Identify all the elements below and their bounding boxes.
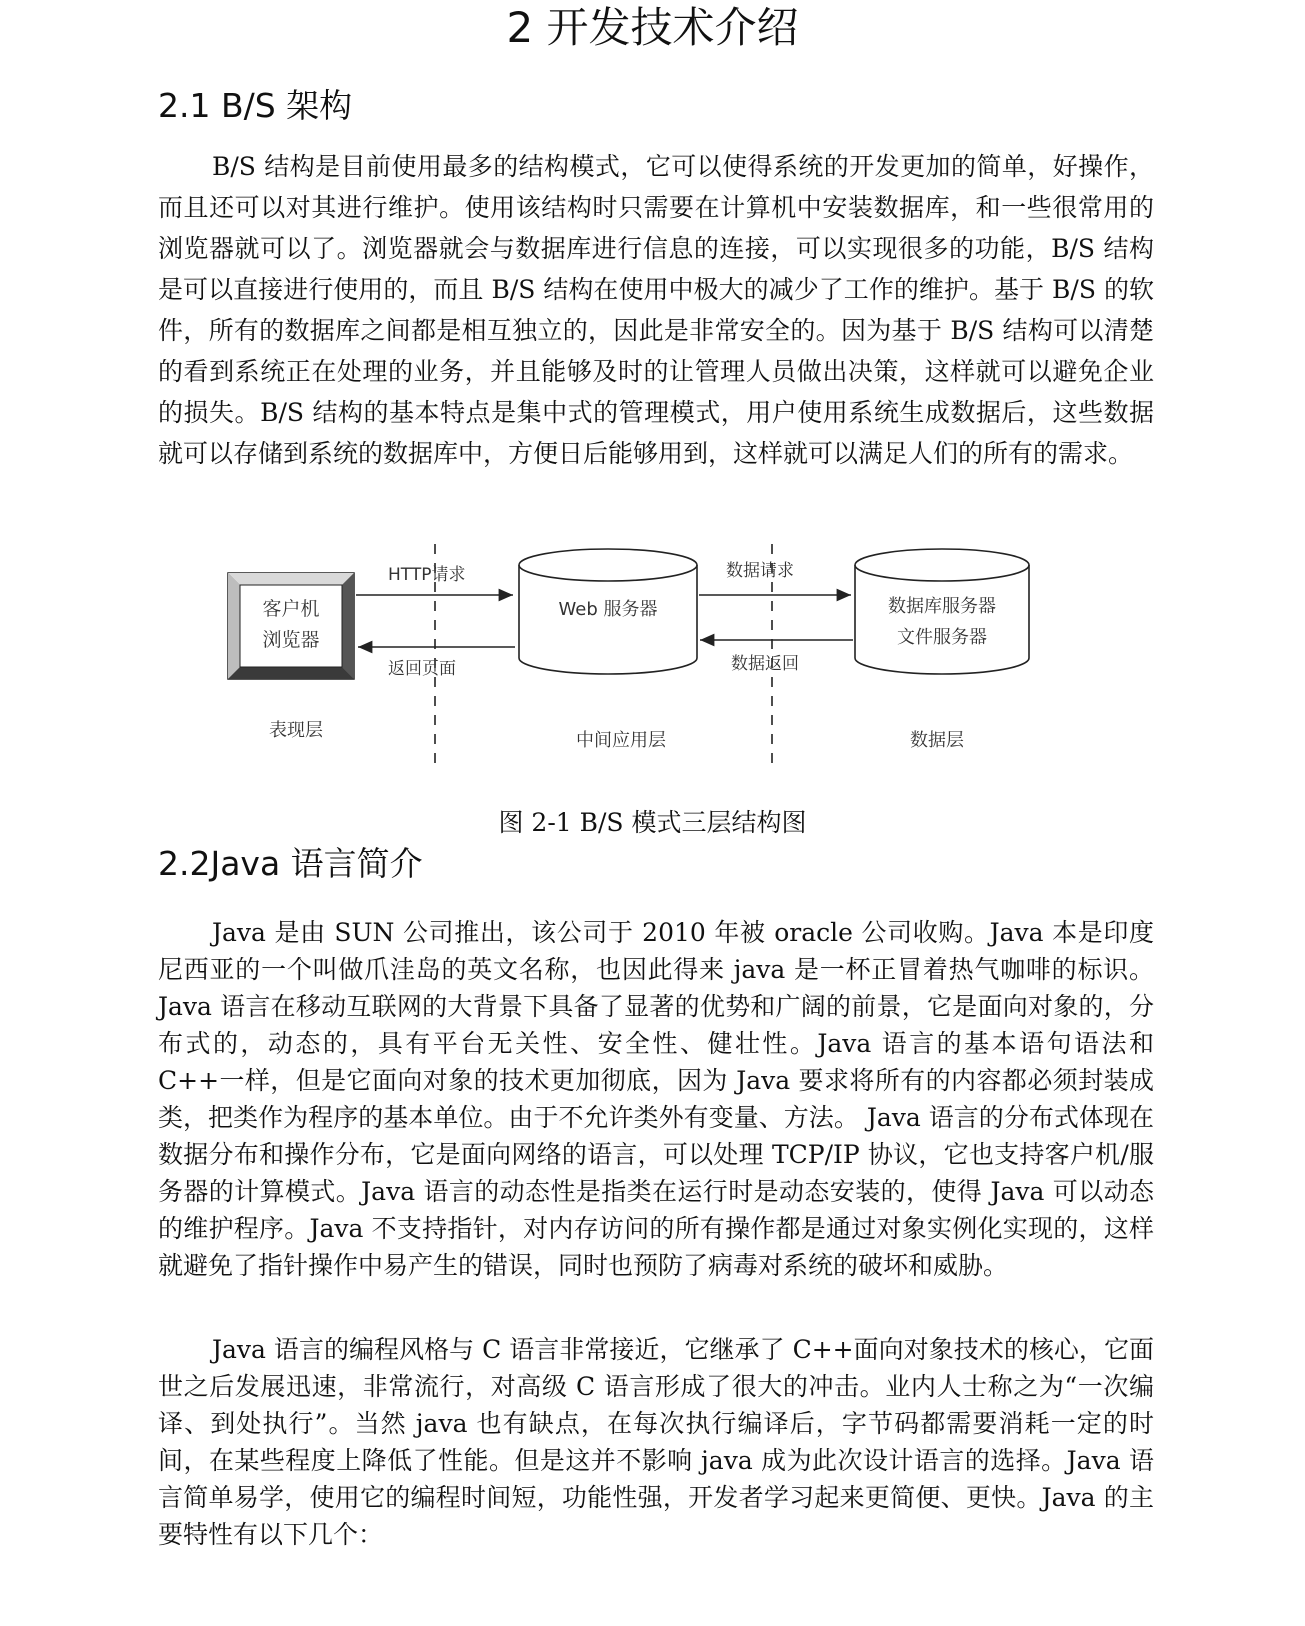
bs-three-tier-diagram [210,543,1090,793]
db-label-line2: 文件服务器 [897,627,987,648]
return-page-label: 返回页面 [388,659,456,679]
section-heading-java: 2.2Java 语言简介 [158,844,423,883]
http-request-label: HTTP请求 [388,565,466,585]
diagram-canvas [210,543,1090,793]
paragraph-java-intro: Java 是由 SUN 公司推出，该公司于 2010 年被 oracle 公司收购。Java 本是印度尼西亚的一个叫做爪洼岛的英文名称，也因此得来 java 是一杯正冒着热气咖啡的标识。Java 语言在移动互联网的大背景下具备了显著的优势和广阔的前景，它是面向对象的，分布式的，动态的，具有平台无关性、安全性、健壮性。Java 语言的基本语句语法和 C++一样，但是它面向对象的技术更加彻底，因为 Java 要求将所有的内容都必须封装成类，把类作为程序的基本单位。由于不允许类外有变量、方法。 Java 语言的分布式体现在数据分布和操作分布，它是面向网络的语言，可以处理 TCP/IP 协议，它也支持客户机/服务器的计算模式。Java 语言的动态性是指类在运行时是动态安装的，使得 Java 可以动态的维护程序。Java 不支持指针，对内存访问的所有操作都是通过对象实例化实现的，这样就避免了指针操作中易产生的错误，同时也预防了病毒对系统的破坏和威胁。 [158,918,1154,1280]
data-request-label: 数据请求 [726,561,794,581]
web-server-label: Web 服务器 [558,599,658,620]
web-server-cylinder [519,549,697,674]
client-browser-box [228,573,354,679]
layer-presentation-label: 表现层 [269,720,323,741]
section-heading-bs-architecture: 2.1 B/S 架构 [158,86,353,125]
paragraph-java-style: Java 语言的编程风格与 C 语言非常接近，它继承了 C++面向对象技术的核心，它面世之后发展迅速，非常流行，对高级 C 语言形成了很大的冲击。业内人士称之为“一次编译、到处执行”。当然 java 也有缺点，在每次执行编译后，字节码都需要消耗一定的时间，在某些程度上降低了性能。但是这并不影响 java 成为此次设计语言的选择。Java 语言简单易学，使用它的编程时间短，功能性强，开发者学习起来更简便、更快。Java 的主要特性有以下几个： [158,1335,1154,1549]
data-return-label: 数据返回 [731,654,799,674]
db-label-line1: 数据库服务器 [888,596,996,617]
figure-caption: 图 2-1 B/S 模式三层结构图 [498,808,807,837]
chapter-title: 2 开发技术介绍 [506,3,799,52]
layer-data-label: 数据层 [910,730,964,751]
client-label-line1: 客户机 [262,598,320,620]
database-server-cylinder [855,549,1029,674]
paragraph-bs-architecture: B/S 结构是目前使用最多的结构模式，它可以使得系统的开发更加的简单，好操作，而且还可以对其进行维护。使用该结构时只需要在计算机中安装数据库，和一些很常用的浏览器就可以了。浏览器就会与数据库进行信息的连接，可以实现很多的功能，B/S 结构是可以直接进行使用的，而且 B/S 结构在使用中极大的减少了工作的维护。基于 B/S 的软件，所有的数据库之间都是相互独立的，因此是非常安全的。因为基于 B/S 结构可以清楚的看到系统正在处理的业务，并且能够及时的让管理人员做出决策，这样就可以避免企业的损失。B/S 结构的基本特点是集中式的管理模式，用户使用系统生成数据后，这些数据就可以存储到系统的数据库中，方便日后能够用到，这样就可以满足人们的所有的需求。 [158,152,1154,468]
client-label-line2: 浏览器 [262,629,320,651]
layer-middle-label: 中间应用层 [576,730,666,751]
